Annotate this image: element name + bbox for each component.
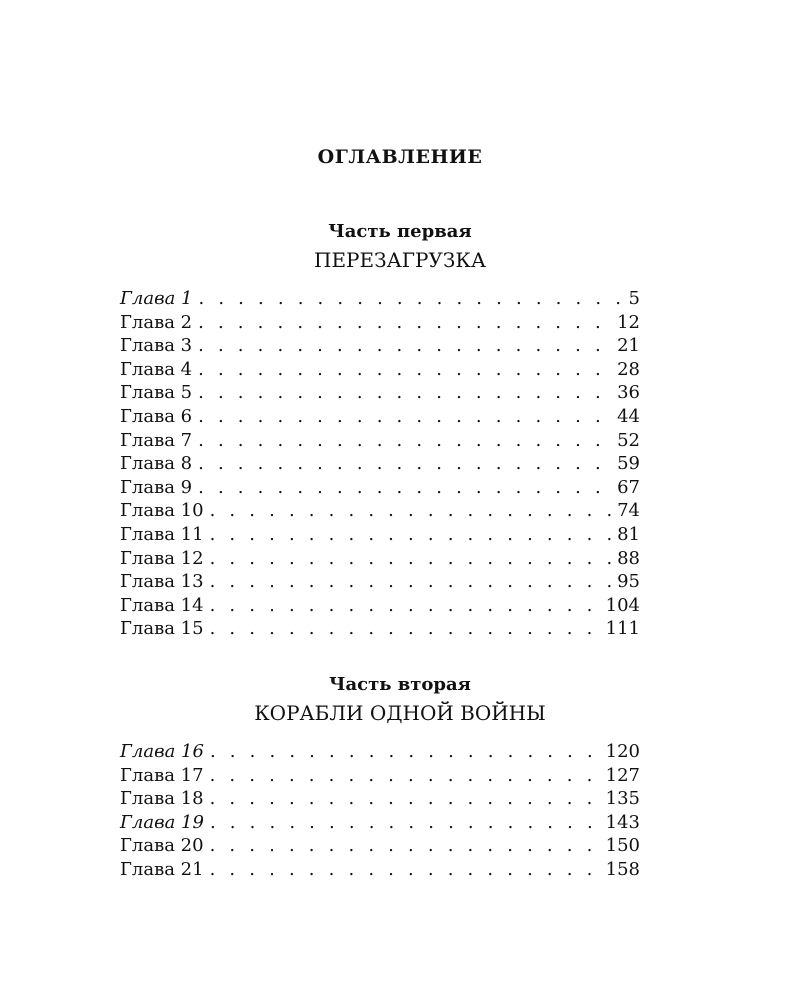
toc-entry <box>120 452 640 476</box>
toc-entry <box>120 476 640 500</box>
toc-entry <box>120 570 640 594</box>
toc-entry <box>120 499 640 523</box>
dot-leader <box>210 858 603 882</box>
page-number: 135 <box>605 788 640 810</box>
dot-leader <box>198 476 614 500</box>
toc-entry <box>120 381 640 405</box>
part-1-label: Часть первая <box>328 221 472 242</box>
dot-leader <box>210 787 603 811</box>
chapter-title: Глава 18 <box>120 788 204 810</box>
dot-leader <box>198 452 614 476</box>
page-number: 44 <box>617 405 640 427</box>
part-1-chapter-list <box>120 287 640 641</box>
chapter-title: Глава 3 <box>120 335 193 357</box>
dot-leader <box>198 358 614 382</box>
chapter-title: Глава 1 <box>120 288 193 309</box>
toc-entry <box>120 287 640 311</box>
chapter-title: Глава 2 <box>120 311 193 333</box>
dot-leader <box>198 405 614 429</box>
chapter-title: Глава 12 <box>120 547 204 569</box>
page-number: 150 <box>605 835 640 857</box>
toc-entry <box>120 594 640 618</box>
page-number: 36 <box>617 382 640 404</box>
page-number: 59 <box>617 453 640 475</box>
chapter-title: Глава 4 <box>120 358 193 380</box>
chapter-title: Глава 6 <box>120 405 193 427</box>
dot-leader <box>198 334 614 358</box>
page-number: 95 <box>617 571 640 593</box>
page-number: 28 <box>617 358 640 380</box>
page-number: 120 <box>605 741 640 762</box>
chapter-title: Глава 21 <box>120 858 204 880</box>
chapter-title: Глава 14 <box>120 594 204 616</box>
page-number: 104 <box>605 594 640 616</box>
chapter-title: Глава 8 <box>120 453 193 475</box>
page-number: 127 <box>605 764 640 786</box>
dot-leader <box>210 594 603 618</box>
page-number: 52 <box>617 429 640 451</box>
page-number: 111 <box>605 618 640 640</box>
toc-entry <box>120 740 640 764</box>
dot-leader <box>210 764 603 788</box>
dot-leader <box>198 311 614 335</box>
page-number: 81 <box>617 523 640 545</box>
chapter-title: Глава 11 <box>120 523 204 545</box>
toc-title: ОГЛАВЛЕНИЕ <box>317 146 483 168</box>
page-number: 88 <box>617 547 640 569</box>
dot-leader <box>210 740 603 764</box>
dot-leader <box>210 811 603 835</box>
dot-leader <box>210 523 615 547</box>
dot-leader <box>210 499 615 523</box>
toc-entry <box>120 787 640 811</box>
page-number: 21 <box>617 335 640 357</box>
dot-leader <box>210 617 603 641</box>
dot-leader <box>210 570 615 594</box>
page-number: 5 <box>628 288 640 309</box>
toc-entry <box>120 523 640 547</box>
chapter-title: Глава 17 <box>120 764 204 786</box>
chapter-title: Глава 15 <box>120 618 204 640</box>
toc-entry <box>120 334 640 358</box>
chapter-title: Глава 7 <box>120 429 193 451</box>
chapter-title: Глава 19 <box>120 811 204 833</box>
chapter-title: Глава 5 <box>120 382 193 404</box>
toc-entry <box>120 811 640 835</box>
dot-leader <box>210 547 615 571</box>
toc-entry <box>120 764 640 788</box>
page-number: 158 <box>605 858 640 880</box>
toc-entry <box>120 858 640 882</box>
page-number: 74 <box>617 500 640 522</box>
dot-leader <box>198 429 614 453</box>
toc-entry <box>120 834 640 858</box>
dot-leader <box>199 287 626 311</box>
chapter-title: Глава 13 <box>120 571 204 593</box>
chapter-title: Глава 10 <box>120 500 204 522</box>
toc-entry <box>120 429 640 453</box>
chapter-title: Глава 9 <box>120 476 193 498</box>
toc-entry <box>120 547 640 571</box>
toc-entry <box>120 358 640 382</box>
toc-entry <box>120 311 640 335</box>
dot-leader <box>210 834 603 858</box>
part-2-label: Часть вторая <box>329 674 471 695</box>
dot-leader <box>198 381 614 405</box>
page-number: 67 <box>617 476 640 498</box>
part-2-name: КОРАБЛИ ОДНОЙ ВОЙНЫ <box>254 701 546 725</box>
toc-entry <box>120 617 640 641</box>
page-number: 12 <box>617 311 640 333</box>
toc-entry <box>120 405 640 429</box>
chapter-title: Глава 16 <box>120 741 204 762</box>
part-1-name: ПЕРЕЗАГРУЗКА <box>314 248 486 272</box>
page-number: 143 <box>605 811 640 833</box>
part-2-chapter-list <box>120 740 640 882</box>
chapter-title: Глава 20 <box>120 835 204 857</box>
